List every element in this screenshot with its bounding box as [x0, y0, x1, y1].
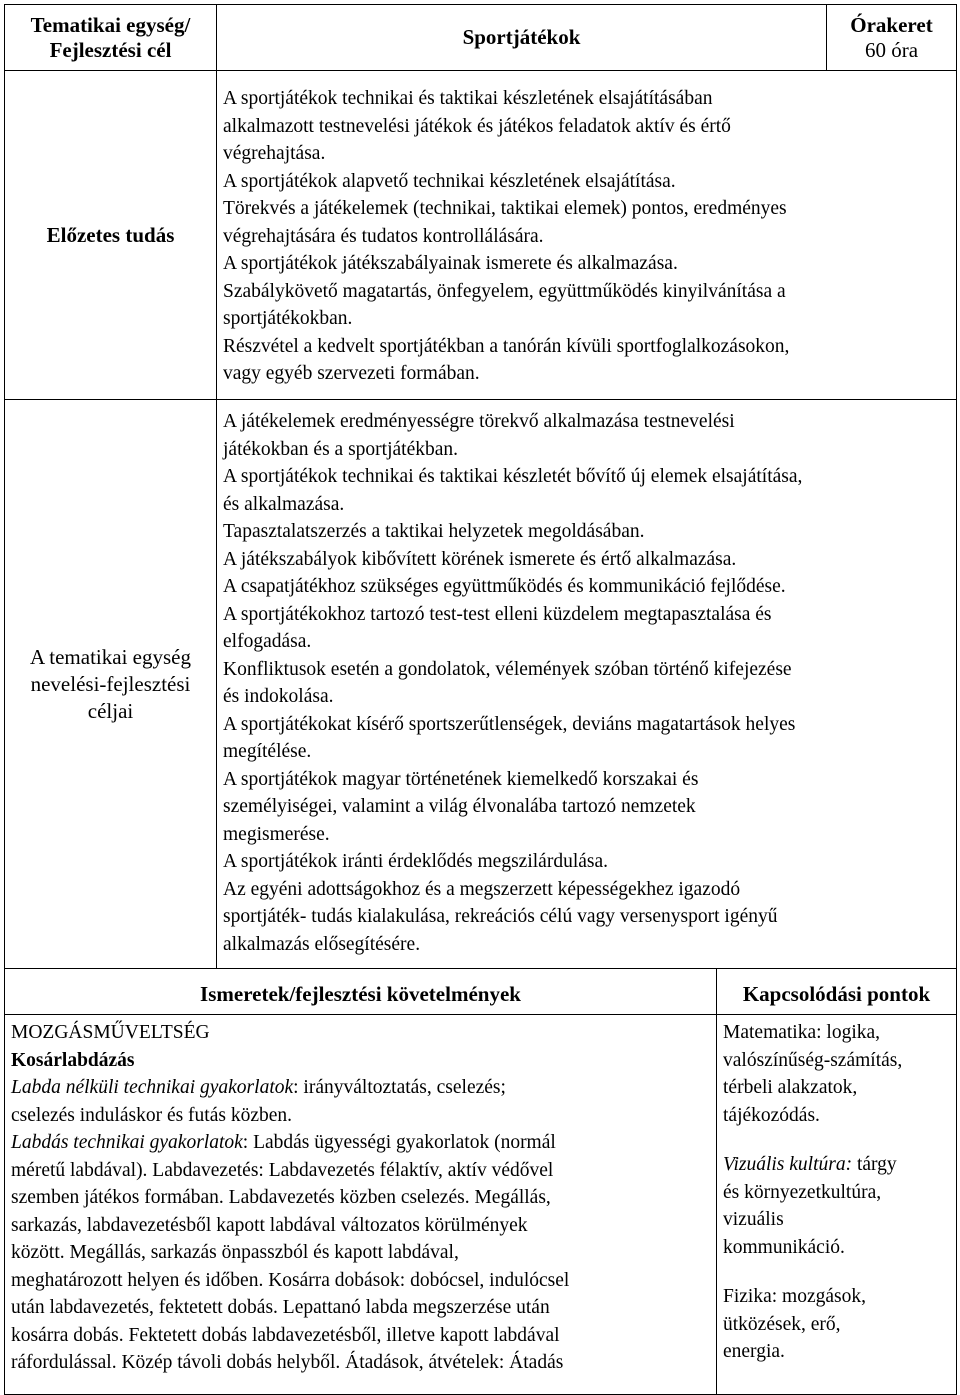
prior-line: alkalmazott testnevelési játékok és játékos feladatok aktív és értő [223, 115, 731, 137]
goal-line: A sportjátékok iránti érdeklődés megszilárdulása. [223, 851, 609, 872]
goal-line: A sportjátékokat kísérő sportszerűtlenségek, deviáns magatartások helyes [223, 713, 796, 735]
goal-line: és indokolása. [223, 686, 334, 707]
requirement-line: meghatározott helyen és időben. Kosárra dobások: dobócsel, indulócsel [11, 1269, 570, 1291]
prior-line: Szabálykövető magatartás, önfegyelem, együttműködés kinyilvánítása a [223, 280, 786, 302]
requirement-line: cselezés induláskor és futás közben. [11, 1104, 293, 1126]
goals-label-line3: céljai [87, 698, 134, 723]
prior-line: Törekvés a játékelemek (technikai, taktikai elemek) pontos, eredményes [223, 198, 787, 219]
header-row [5, 5, 957, 71]
requirement-line: sarkazás, labdavezetésből kapott labdával változatos körülmények [11, 1214, 528, 1236]
hours-value: 60 óra [864, 37, 919, 62]
spacer [723, 1129, 950, 1151]
goal-line: személyiségei, valamint a világ élvonalába tartozó nemzetek [223, 796, 696, 817]
requirements-header-row [5, 969, 957, 1015]
goal-line: megismerése. [223, 823, 330, 845]
topic-header-cell [5, 5, 217, 71]
goals-label [5, 400, 217, 969]
connection-line: Fizika: mozgások, [723, 1286, 866, 1307]
prior-knowledge-row [5, 71, 957, 400]
topic-title: Sportjátékok [217, 5, 827, 71]
requirement-line: méretű labdával). Labdavezetés: Labdavezetés félaktív, aktív védővel [11, 1159, 554, 1181]
prior-knowledge-content [217, 71, 957, 400]
connection-line: energia. [723, 1341, 785, 1362]
section-title: MOZGÁSMŰVELTSÉG [11, 1022, 210, 1043]
prior-line: A sportjátékok alapvető technikai készletének elsajátítása. [223, 170, 676, 192]
goals-row [5, 400, 957, 969]
goals-label-line1: A tematikai egység [30, 644, 191, 669]
goal-line: elfogadása. [223, 631, 312, 652]
curriculum-document [4, 4, 956, 1384]
requirement-text: : Labdás ügyességi gyakorlatok (normál [242, 1132, 556, 1153]
requirements-header: Ismeretek/fejlesztési követelmények [5, 969, 717, 1015]
connection-line: tájékozódás. [723, 1104, 820, 1126]
connection-line: térbeli alakzatok, [723, 1077, 858, 1098]
connection-line [723, 1151, 950, 1179]
connection-line: vizuális [723, 1209, 784, 1230]
goal-line: Tapasztalatszerzés a taktikai helyzetek megoldásában. [223, 521, 645, 542]
spacer [723, 1261, 950, 1283]
goal-line: alkalmazás elősegítésére. [223, 933, 421, 955]
goal-line: játékokban és a sportjátékban. [223, 438, 458, 460]
connection-text: tárgy [852, 1154, 897, 1175]
goal-line: sportjáték- tudás kialakulása, rekreációs célú vagy versenysport igényű [223, 906, 778, 927]
connection-line: és környezetkultúra, [723, 1181, 882, 1203]
hours-cell [827, 5, 957, 71]
goal-line: A játékszabályok kibővített körének ismerete és értő alkalmazása. [223, 548, 737, 570]
requirement-term: Labdás technikai gyakorlatok [11, 1132, 243, 1153]
requirement-line: között. Megállás, sarkazás önpasszból és kapott labdával, [11, 1242, 459, 1263]
requirement-text: : irányváltoztatás, cselezés; [293, 1077, 506, 1098]
connection-line: valószínűség-számítás, [723, 1049, 903, 1071]
requirement-term: Labda nélküli technikai gyakorlatok [11, 1077, 294, 1098]
requirement-line [11, 1074, 710, 1102]
goal-line: Az egyéni adottságokhoz és a megszerzett képességekhez igazodó [223, 878, 741, 900]
goal-line: A játékelemek eredményességre törekvő alkalmazása testnevelési [223, 411, 735, 432]
prior-line: A sportjátékok játékszabályainak ismerete és alkalmazása. [223, 253, 678, 274]
prior-line: végrehajtása. [223, 143, 326, 164]
connections-content [717, 1015, 957, 1395]
connections-header: Kapcsolódási pontok [717, 969, 957, 1015]
connection-line: ütközések, erő, [723, 1313, 841, 1335]
subsection-title: Kosárlabdázás [11, 1049, 135, 1071]
requirement-line: szemben játékos formában. Labdavezetés közben cselezés. Megállás, [11, 1187, 551, 1208]
topic-header-line2: Fejlesztési cél [49, 37, 172, 62]
goal-line: és alkalmazása. [223, 493, 345, 515]
requirements-table [4, 968, 957, 1395]
prior-line: Részvétel a kedvelt sportjátékban a tanórán kívüli sportfoglalkozásokon, [223, 335, 790, 357]
goal-line: A sportjátékokhoz tartozó test-test elleni küzdelem megtapasztalása és [223, 603, 772, 625]
goal-line: A sportjátékok technikai és taktikai készletét bővítő új elemek elsajátítása, [223, 466, 803, 487]
prior-line: végrehajtására és tudatos kontrollálására. [223, 225, 544, 247]
hours-label: Órakeret [850, 12, 933, 37]
requirement-line: kosárra dobás. Fektetett dobás labdavezetésből, illetve kapott labdával [11, 1324, 560, 1346]
goal-line: megítélése. [223, 741, 312, 762]
goals-label-line2: nevelési-fejlesztési [30, 671, 191, 696]
requirements-body-row [5, 1015, 957, 1395]
prior-line: sportjátékokban. [223, 308, 353, 329]
goal-line: Konfliktusok esetén a gondolatok, vélemények szóban történő kifejezése [223, 658, 792, 680]
connection-subject: Vizuális kultúra: [723, 1154, 853, 1175]
connection-line: Matematika: logika, [723, 1022, 881, 1043]
topic-table [4, 4, 957, 969]
requirements-content [5, 1015, 717, 1395]
topic-header-line1: Tematikai egység/ [30, 12, 191, 37]
requirement-line: után labdavezetés, fektetett dobás. Lepattanó labda megszerzése után [11, 1297, 550, 1318]
requirement-line: ráfordulással. Közép távoli dobás helyből. Átadások, átvételek: Átadás [11, 1352, 564, 1373]
requirement-line [11, 1129, 710, 1157]
connection-line: kommunikáció. [723, 1236, 845, 1258]
goals-content [217, 400, 957, 969]
prior-knowledge-label: Előzetes tudás [5, 71, 217, 400]
goal-line: A csapatjátékhoz szükséges együttműködés és kommunikáció fejlődése. [223, 576, 786, 597]
goal-line: A sportjátékok magyar történetének kiemelkedő korszakai és [223, 768, 699, 790]
prior-line: vagy egyéb szervezeti formában. [223, 363, 480, 384]
prior-line: A sportjátékok technikai és taktikai készletének elsajátításában [223, 88, 713, 109]
